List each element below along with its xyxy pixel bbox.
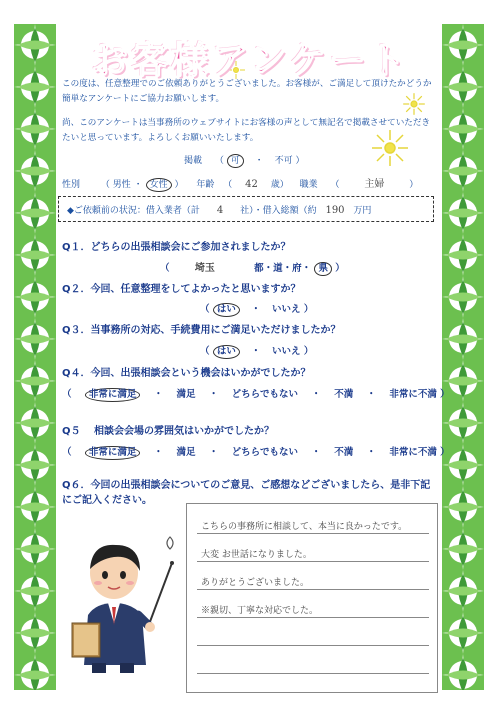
question-3: Q３．当事務所の対応、手続費用にご満足いただけましたか？ [62, 325, 341, 336]
survey-title: お客様アンケート [91, 39, 409, 82]
profile-row: 性別 （ 男性 ・ 女性 ） 年齢 （ 42 歳） 職業 （ 主婦 ） [62, 179, 419, 190]
comment-box[interactable] [186, 503, 438, 693]
comment-line[interactable]: 大変 お世話になりました。 [197, 540, 429, 562]
question-4: Q４．今回、出張相談会という機会はいかがでしたか？ [62, 368, 311, 379]
q5-satisfied-option[interactable]: 満足 [176, 447, 196, 458]
q3-yes-option[interactable]: はい [213, 345, 240, 359]
q4-dissatisfied-option[interactable]: 不満 [334, 389, 354, 400]
question-1: Q１．どちらの出張相談会にご参加されましたか？ [62, 242, 291, 253]
q2-no-option[interactable]: いいえ [271, 304, 301, 315]
q4-very-dissatisfied-option[interactable]: 非常に不満 [389, 389, 437, 400]
q2-yes-option[interactable]: はい [213, 303, 240, 317]
before-request-box: ◆ご依頼前の状況：借入業者（計 4 社）・借入総額（約 190 万円 [58, 196, 434, 222]
q4-very-satisfied-option[interactable]: 非常に満足 [85, 388, 141, 402]
comment-line[interactable] [197, 652, 429, 674]
question-5: Q５ 相談会会場の雰囲気はいかがでしたか？ [62, 426, 274, 437]
job-label: 職業 [299, 180, 318, 190]
question-6: Q６．今回の出張相談会についてのご意見、ご感想などございましたら、是非下記にご記入ください。 [62, 480, 431, 506]
job-value[interactable]: 主婦 [364, 179, 385, 190]
gender-male-option[interactable]: 男性 [112, 180, 131, 190]
comment-line[interactable]: ありがとうございました。 [197, 568, 429, 590]
comment-line[interactable]: こちらの事務所に相談して、本当に良かったです。 [197, 512, 429, 534]
q5-dissatisfied-option[interactable]: 不満 [334, 447, 354, 458]
publish-row: 掲載 （ 可 ・ 不可 ） [184, 156, 305, 166]
left-leaf-border [14, 24, 56, 690]
q2-answer: （ はい ・ いいえ ） [200, 304, 314, 315]
q1-ken-option[interactable]: 県 [314, 262, 332, 276]
publish-option-no[interactable]: 不可 [274, 156, 293, 166]
amount-value[interactable]: 190 [325, 205, 345, 216]
publish-label: 掲載 [184, 156, 203, 166]
age-label: 年齢 [196, 180, 215, 190]
q3-answer: （ はい ・ いいえ ） [200, 346, 314, 357]
q4-answer: （ 非常に満足 ・ 満足 ・ どちらでもない ・ 不満 ・ 非常に不満 ） [62, 389, 450, 400]
q5-neutral-option[interactable]: どちらでもない [231, 447, 299, 458]
q3-no-option[interactable]: いいえ [271, 346, 301, 357]
q4-satisfied-option[interactable]: 満足 [176, 389, 196, 400]
lenders-value[interactable]: 4 [216, 205, 224, 216]
gender-female-option[interactable]: 女性 [146, 178, 172, 192]
before-request-label: ◆ご依頼前の状況：借入業者（計 [67, 206, 200, 216]
age-value[interactable]: 42 [245, 179, 258, 190]
right-leaf-border [442, 24, 484, 690]
businessman-illustration [62, 515, 182, 675]
q4-neutral-option[interactable]: どちらでもない [231, 389, 299, 400]
question-2: Q２．今回、任意整理をしてよかったと思いますか？ [62, 284, 301, 295]
intro-paragraph-1: この度は、任意整理でのご依頼ありがとうございました。お客様が、ご満足して頂けたかどうか簡単なアンケートにご協力お願いします。 [62, 79, 432, 104]
publish-option-yes[interactable]: 可 [227, 154, 244, 168]
q1-prefecture-value[interactable]: 埼玉 [194, 263, 215, 274]
q1-answer: （ 埼玉 都・道・府・ 県 ） [160, 263, 345, 274]
q5-very-dissatisfied-option[interactable]: 非常に不満 [389, 447, 437, 458]
comment-line[interactable] [197, 624, 429, 646]
q5-answer: （ 非常に満足 ・ 満足 ・ どちらでもない ・ 不満 ・ 非常に不満 ） [62, 447, 450, 458]
q5-very-satisfied-option[interactable]: 非常に満足 [85, 446, 141, 460]
gender-label: 性別 [62, 180, 81, 190]
comment-line[interactable]: ※親切、丁寧な対応でした。 [197, 596, 429, 618]
intro-paragraph-2: 尚、このアンケートは当事務所のウェブサイトにお客様の声として無記名で掲載させていただきたいと思っています。よろしくお願いいたします。 [62, 118, 431, 143]
